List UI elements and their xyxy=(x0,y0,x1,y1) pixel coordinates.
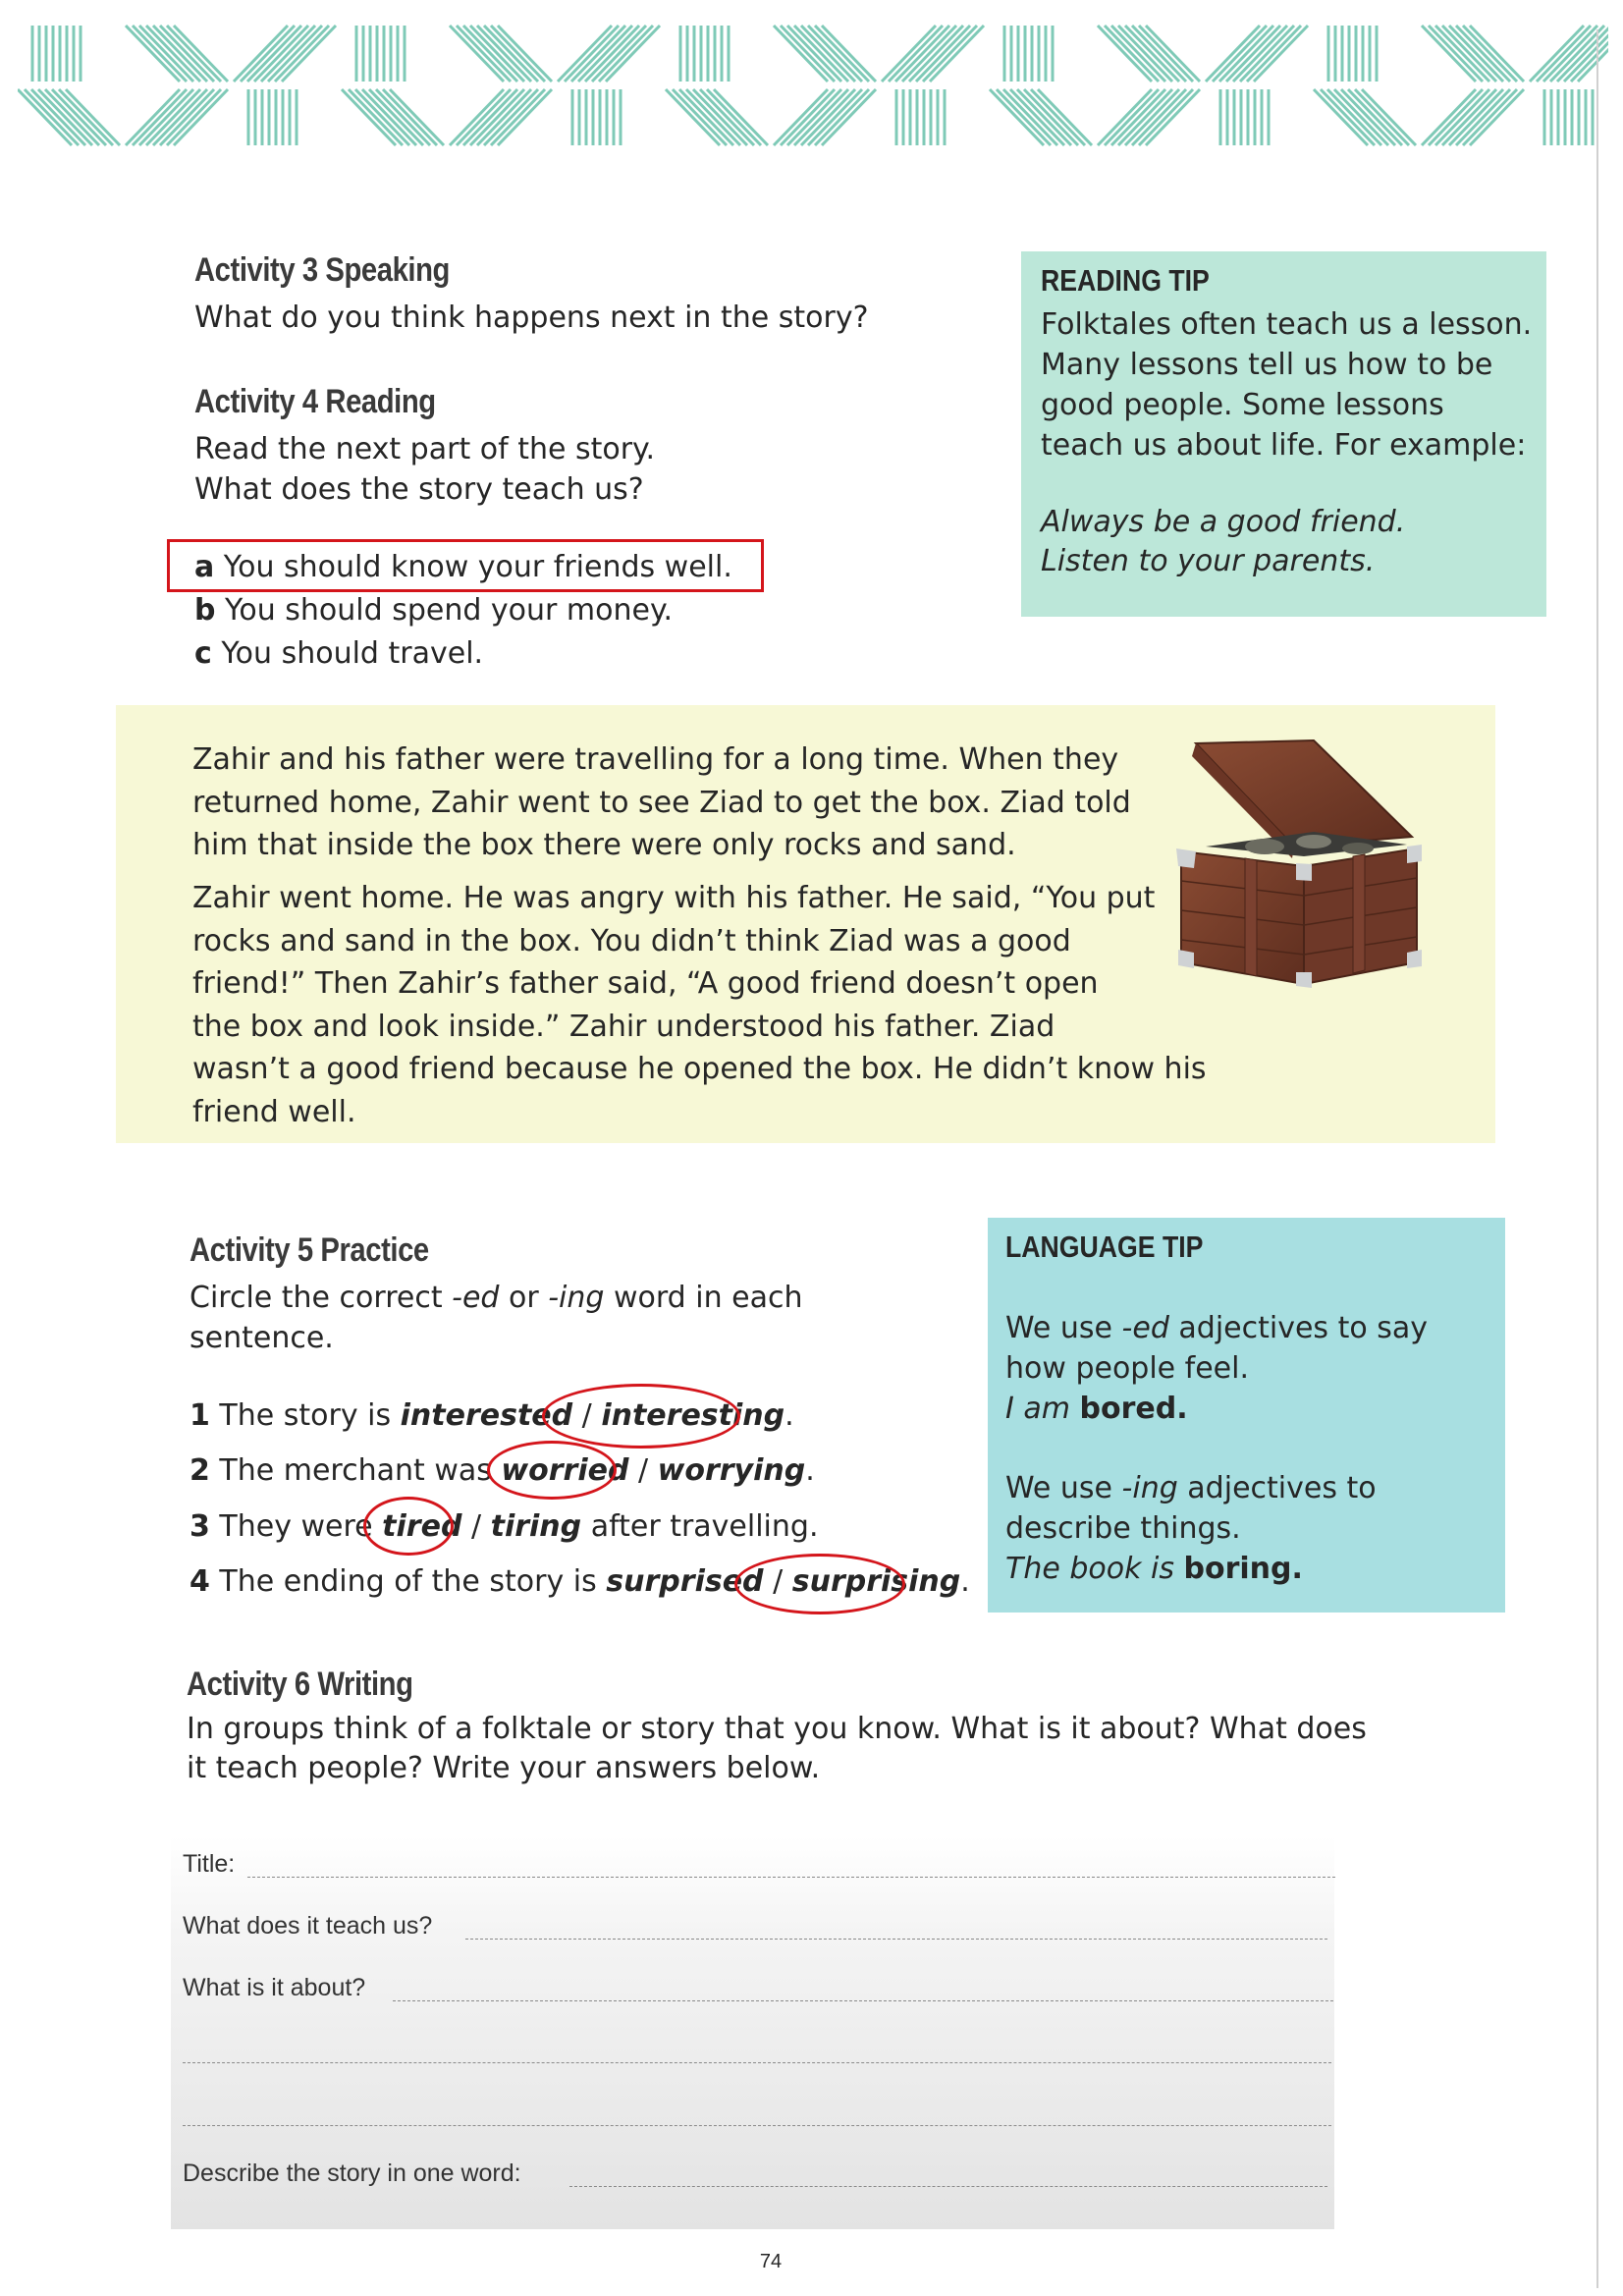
story-paragraph-2: Zahir went home. He was angry with his father. He said, “You put rocks and sand in the box. You didn’t think Ziad was a good friend!” Then Zahir’s father said, “A good friend doesn’t open the box and look inside.” Zahir understood his father. Ziad wasn’t a good friend because he opened the box. He didn’t know his friend well. xyxy=(192,881,1207,1129)
language-tip-ing-rule: We use -ing adjectives to describe things. The book is boring. xyxy=(1005,1471,1377,1586)
activity4-line2: What does the story teach us? xyxy=(194,472,644,507)
reading-tip-body: Folktales often teach us a lesson. Many lessons tell us how to be good people. Some lessons teach us about life. For example: xyxy=(1041,307,1533,463)
item4-option-surprising[interactable]: surprising xyxy=(791,1564,961,1599)
circle-mark-interesting xyxy=(542,1384,740,1449)
activity5-instruction-line2: sentence. xyxy=(189,1321,334,1355)
activity4-line1: Read the next part of the story. xyxy=(194,432,656,466)
item1-option-interesting[interactable]: interesting xyxy=(601,1398,785,1433)
practice-item-3: 3 They were tired / tiring after travelling. xyxy=(189,1509,819,1544)
about-answer-line-1[interactable] xyxy=(393,2000,1333,2001)
activity6-title: Activity 6 Writing xyxy=(187,1666,413,1703)
activity5-title: Activity 5 Practice xyxy=(189,1231,429,1269)
describe-answer-line[interactable] xyxy=(569,2186,1327,2187)
activity6-instructions: In groups think of a folktale or story that you know. What is it about? What does it teach people? Write your answers below. xyxy=(187,1712,1367,1785)
option-a[interactable]: a You should know your friends well. xyxy=(194,550,732,584)
item3-option-tiring[interactable]: tiring xyxy=(490,1509,582,1544)
practice-item-4: 4 The ending of the story is surprised / surprising. xyxy=(189,1564,970,1599)
about-label: What is it about? xyxy=(183,1974,366,2001)
option-b[interactable]: b You should spend your money. xyxy=(194,593,673,628)
circle-mark-tired xyxy=(363,1497,454,1556)
reading-tip-examples: Always be a good friend. Listen to your parents. xyxy=(1041,505,1406,578)
activity3-prompt: What do you think happens next in the story? xyxy=(194,301,869,335)
page-number: 74 xyxy=(759,2251,783,2272)
language-tip-box xyxy=(988,1218,1505,1613)
language-tip-title: LANGUAGE TIP xyxy=(1005,1230,1204,1264)
activity5-instruction-line1: Circle the correct -ed or -ing word in each xyxy=(189,1281,803,1315)
teach-label: What does it teach us? xyxy=(183,1912,433,1940)
practice-item-2: 2 The merchant was worried / worrying. xyxy=(189,1453,815,1488)
teach-answer-line[interactable] xyxy=(465,1939,1327,1940)
scan-edge xyxy=(1596,29,1598,2288)
title-answer-line[interactable] xyxy=(247,1877,1335,1878)
about-answer-line-2[interactable] xyxy=(183,2062,1331,2063)
circle-mark-surprising xyxy=(734,1554,905,1614)
story-paragraph-1: Zahir and his father were travelling for a long time. When they returned home, Zahir went to see Ziad to get the box. Ziad told him that inside the box there were only rocks and sand. xyxy=(192,742,1131,862)
item1-option-interested[interactable]: interested xyxy=(400,1398,573,1433)
item4-option-surprised[interactable]: surprised xyxy=(606,1564,764,1599)
activity3-title: Activity 3 Speaking xyxy=(194,251,450,289)
treasure-chest-image xyxy=(1166,738,1427,1033)
about-answer-line-3[interactable] xyxy=(183,2125,1331,2126)
activity4-title: Activity 4 Reading xyxy=(194,383,436,420)
language-tip-ed-rule: We use -ed adjectives to say how people feel. I am bored. xyxy=(1005,1311,1429,1426)
item2-option-worrying[interactable]: worrying xyxy=(657,1453,806,1488)
title-label: Title: xyxy=(183,1850,236,1878)
item2-option-worried[interactable]: worried xyxy=(501,1453,629,1488)
decorative-banner xyxy=(18,22,1608,149)
reading-tip-title: READING TIP xyxy=(1041,263,1210,298)
practice-item-1: 1 The story is interested / interesting. xyxy=(189,1398,794,1433)
circle-mark-worried xyxy=(487,1441,617,1500)
describe-label: Describe the story in one word: xyxy=(183,2159,521,2187)
reading-tip-box xyxy=(1021,251,1546,617)
option-c[interactable]: c You should travel. xyxy=(194,636,484,671)
item3-option-tired[interactable]: tired xyxy=(382,1509,462,1544)
